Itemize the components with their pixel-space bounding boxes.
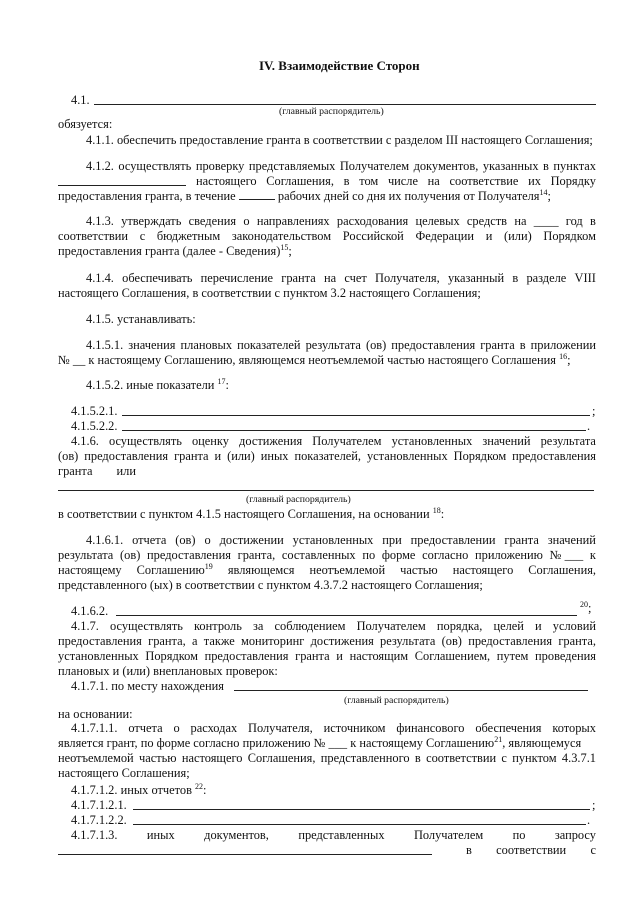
word: к — [589, 548, 596, 562]
word: которых — [552, 721, 596, 735]
word: отчета — [128, 721, 163, 735]
word: Получателем — [356, 619, 426, 633]
word: 4.1.6. — [71, 434, 99, 448]
word: предоставления — [204, 649, 289, 663]
clause-4-1-7-1: 4.1.7.1. по месту нахождения — [71, 679, 224, 693]
word: средств — [466, 214, 508, 228]
word: в — [343, 174, 350, 188]
section-title: IV. Взаимодействие Сторон — [259, 58, 420, 73]
word: установленных — [366, 449, 448, 463]
word: форме — [381, 548, 416, 562]
word: (ов) — [58, 449, 79, 463]
word: на — [427, 174, 440, 188]
word: гранта — [295, 649, 330, 663]
word: указанных — [482, 159, 539, 173]
word: а — [191, 634, 198, 648]
word: приложению — [475, 548, 543, 562]
word: Порядком — [453, 449, 507, 463]
clause-text: предоставления гранта (далее - Сведения) — [58, 244, 281, 258]
word: гранта — [281, 271, 316, 285]
word: предоставления — [147, 548, 231, 562]
word: предоставления — [84, 449, 169, 463]
word: сведения — [188, 214, 237, 228]
word: целевых — [415, 214, 460, 228]
word: гранта, — [237, 548, 276, 562]
clause-text: является грант, по форме согласно приложению № ___ к настоящему Соглашению — [58, 736, 495, 750]
word: мониторинг — [241, 634, 305, 648]
word: достижения — [310, 634, 374, 648]
word: осуществлять — [118, 159, 192, 173]
word: результата — [380, 634, 436, 648]
clause-4-1-7-line-2 — [58, 634, 596, 649]
word: и — [535, 619, 542, 633]
fill-line — [58, 490, 594, 491]
footnote-ref: 22 — [195, 782, 204, 791]
word: соответствии — [58, 229, 129, 243]
field-caption: (главный распорядитель) — [344, 695, 449, 706]
clause-end: ; — [567, 353, 571, 367]
word: по — [512, 828, 526, 842]
word: пунктом — [512, 751, 557, 765]
word: показателей, — [294, 449, 361, 463]
word: Федерации — [415, 229, 475, 243]
word: значений — [547, 533, 596, 547]
clause-4-1-5: 4.1.5. устанавливать: — [86, 312, 196, 326]
word: настоящим — [349, 649, 409, 663]
word: иных — [146, 828, 175, 842]
word: в — [414, 751, 421, 765]
clause-4-1-3-line-3 — [58, 244, 292, 259]
word: Соглашению — [136, 563, 205, 577]
word: 4.3.7.1 — [561, 751, 596, 765]
footnote-ref: 16 — [559, 352, 568, 361]
word: их — [528, 174, 541, 188]
clause-4-1-3-line-2 — [58, 229, 596, 244]
word: достижении — [219, 533, 284, 547]
word: Российской — [342, 229, 404, 243]
clause-4-1-7-1-1-line-1 — [71, 721, 596, 736]
footnote-ref: 20 — [580, 600, 588, 609]
word: с — [590, 843, 596, 857]
word: соблюдением — [274, 619, 346, 633]
word: том — [359, 174, 379, 188]
clause-4-1-7-1-2-2-number: 4.1.7.1.2.2. — [71, 813, 127, 827]
clause-4-1-6-1-line-3 — [58, 563, 596, 578]
clause-4-1-6-2-number: 4.1.6.2. — [71, 604, 109, 618]
clause-end: ; — [547, 189, 551, 203]
clause-4-1-6-line-4 — [58, 507, 444, 522]
clause-4-1-5-2 — [86, 378, 229, 393]
word: проведения — [535, 649, 596, 663]
footnote-ref: 19 — [204, 562, 213, 571]
word: результата — [540, 434, 596, 448]
word: показателей — [237, 338, 301, 352]
word: указанный — [447, 271, 505, 285]
word: составленных — [281, 548, 356, 562]
clause-4-1-2-line-3 — [58, 189, 551, 204]
word: бюджетным — [156, 229, 221, 243]
clause-4-1-6-2-end — [580, 601, 591, 616]
word: являющемся — [227, 563, 295, 577]
word: или — [116, 464, 136, 478]
word: Получателем — [413, 828, 484, 842]
word: разделе — [526, 271, 567, 285]
clause-4-1-6-1-line-2 — [58, 548, 596, 563]
word: осуществлять — [108, 434, 182, 448]
word: № ___ — [549, 548, 584, 562]
fill-line — [133, 809, 590, 810]
footnote-ref: 14 — [539, 188, 548, 197]
word: (ов) — [175, 533, 196, 547]
clause-end: : — [440, 507, 445, 521]
word: установленных — [292, 533, 374, 547]
word: расходования — [336, 214, 409, 228]
fill-line — [239, 189, 275, 200]
footnote-ref: 18 — [432, 506, 441, 515]
word: по — [362, 548, 376, 562]
word: 4.1.4. — [86, 271, 114, 285]
word: неотъемлемой — [309, 563, 386, 577]
word: настоящего — [452, 563, 514, 577]
clause-4-1-7-line-4: плановых и (или) внеплановых проверок: — [58, 664, 278, 678]
word: обеспечения — [475, 721, 542, 735]
word: оценку — [191, 434, 229, 448]
word-with-footnote — [137, 563, 213, 578]
word: значений — [482, 434, 531, 448]
word: направлениях — [256, 214, 330, 228]
word: предоставления — [512, 449, 596, 463]
word: представленных — [298, 828, 385, 842]
clause-text: 4.1.5.2. иные показатели — [86, 378, 215, 392]
word: иных — [260, 449, 289, 463]
clause-4-1-6-line-1 — [71, 434, 596, 449]
word: соответствии — [496, 843, 567, 857]
word: перечисление — [200, 271, 273, 285]
word: и — [336, 649, 343, 663]
word: путем — [496, 649, 529, 663]
clause-4-1-7-line-1 — [71, 619, 596, 634]
clause-end: ; — [288, 244, 292, 258]
word: 4.1.2. — [86, 159, 114, 173]
word: в — [512, 271, 519, 285]
word: 4.1.7.1.1. — [71, 721, 118, 735]
word: документов, — [413, 159, 479, 173]
word: на — [323, 271, 337, 285]
word: гранта, — [148, 634, 186, 648]
field-caption: (главный распорядитель) — [279, 106, 384, 117]
word: Соглашения, — [528, 563, 596, 577]
word: предоставления — [468, 634, 553, 648]
clause-4-1-5-2-1-number: 4.1.5.2.1. — [71, 404, 118, 418]
word: представляемых — [248, 159, 336, 173]
word: гранта, — [558, 634, 596, 648]
clause-text: предоставления гранта, в течение — [58, 189, 236, 203]
clause-4-1-6-1-line-1 — [86, 533, 596, 548]
word: соответствии — [426, 751, 497, 765]
word: год — [565, 214, 583, 228]
word: расходах — [190, 721, 238, 735]
word: целей — [493, 619, 524, 633]
word: с — [501, 751, 507, 765]
clause-4-1-7-1-2-1-number: 4.1.7.1.2.1. — [71, 798, 127, 812]
word: Порядком — [543, 229, 596, 243]
word: результата — [305, 338, 361, 352]
word: ____ — [533, 214, 559, 228]
clause-text: обязуется: — [58, 117, 113, 131]
word: Получателем — [339, 159, 410, 173]
clause-end: ; — [592, 798, 596, 812]
clause-4-1-5-1-line-1 — [86, 338, 596, 353]
word: (или) — [504, 229, 532, 243]
clause-4-1-7-1-1-line-4: настоящего Соглашения; — [58, 766, 190, 780]
word: Получателя, — [248, 721, 313, 735]
clause-text: 4.1.7.1.2. иных отчетов — [71, 783, 192, 797]
clause-end: : — [203, 783, 207, 797]
word: числе — [387, 174, 418, 188]
word: порядка, — [436, 619, 483, 633]
word: условий — [552, 619, 596, 633]
word: гранта — [480, 338, 515, 352]
word: в — [466, 843, 472, 857]
word: установленных — [58, 649, 139, 663]
word: с — [139, 229, 146, 243]
word: настоящему — [58, 563, 122, 577]
word: гранта — [504, 533, 539, 547]
clause-4-1-7-1-1-line-3 — [58, 751, 596, 766]
clause-4-1-7-1-3-line-1 — [71, 828, 596, 843]
fill-line — [58, 185, 186, 186]
word: настоящего — [196, 174, 257, 188]
word: Порядку — [550, 174, 596, 188]
clause-text: в соответствии с пунктом 4.1.5 настоящего Соглашения, на основании — [58, 507, 430, 521]
word: (или) — [227, 449, 255, 463]
word: представленного — [320, 751, 410, 765]
word: предоставления — [391, 338, 476, 352]
clause-end: . — [587, 813, 591, 827]
clause-4-1-2-line-1 — [86, 159, 596, 174]
word: отчета — [132, 533, 167, 547]
fill-line — [234, 690, 588, 691]
clause-4-1-5-2-2-number: 4.1.5.2.2. — [71, 419, 118, 433]
word: контроль — [194, 619, 242, 633]
word: и — [485, 229, 493, 243]
fill-line — [122, 415, 590, 416]
fill-line — [122, 430, 586, 431]
word: о — [243, 214, 250, 228]
clause-end: ; — [592, 404, 596, 418]
clause-end: . — [587, 419, 591, 433]
word: Соглашением, — [414, 649, 491, 663]
word: соответствие — [449, 174, 519, 188]
word: 4.1.7.1.3. — [71, 828, 118, 842]
field-caption: (главный распорядитель) — [246, 494, 351, 505]
word: источником — [323, 721, 386, 735]
fill-line — [133, 824, 586, 825]
footnote-ref: 21 — [494, 735, 503, 744]
word: в — [590, 214, 596, 228]
clause-4-1-5-1-line-2 — [58, 353, 571, 368]
word: счет — [344, 271, 367, 285]
word: (ов) — [365, 338, 387, 352]
clause-4-1-6-1-line-4: представленного (ых) в соответствии с пунктом 4.3.7.2 настоящего Соглашения; — [58, 578, 483, 592]
word: установленных — [391, 434, 473, 448]
word: настоящего — [181, 751, 243, 765]
word: достижения — [239, 434, 303, 448]
word: неотъемлемой — [58, 751, 134, 765]
word: проверку — [195, 159, 245, 173]
word: осуществлять — [110, 619, 183, 633]
word: утверждать — [121, 214, 182, 228]
word: финансового — [396, 721, 465, 735]
word: результата — [58, 548, 114, 562]
clause-4-1-7-1-1-line-2 — [58, 736, 581, 751]
word: о — [204, 533, 211, 547]
fill-line — [58, 854, 432, 855]
word: на — [514, 214, 527, 228]
clause-4-1-3-line-1 — [86, 214, 596, 229]
word: Получателем — [312, 434, 382, 448]
word: о — [173, 721, 180, 735]
word: 4.1.5.1. — [86, 338, 124, 352]
word: гранта — [174, 449, 209, 463]
clause-text: № __ к настоящему Соглашению, являющемся неотъемлемой частью настоящего Соглашения — [58, 353, 556, 367]
clause-text: , являющемуся — [502, 736, 582, 750]
clause-text: рабочих дней со дня их получения от Получателя — [277, 189, 540, 203]
word: Получателя, — [375, 271, 440, 285]
word: частью — [400, 563, 438, 577]
word: при — [382, 533, 402, 547]
word: значения — [128, 338, 176, 352]
word: гранта — [58, 464, 93, 478]
word: обеспечивать — [122, 271, 193, 285]
word: также — [203, 634, 235, 648]
word: частью — [139, 751, 177, 765]
word: Порядком — [145, 649, 198, 663]
word: документов, — [204, 828, 269, 842]
clause-4-1-number: 4.1. — [71, 93, 90, 107]
word: приложении — [530, 338, 596, 352]
word: 4.1.6.1. — [86, 533, 124, 547]
word: (ов) — [441, 634, 462, 648]
word: VIII — [574, 271, 596, 285]
footnote-ref: 15 — [280, 243, 289, 252]
word: в — [519, 338, 526, 352]
word: 4.1.3. — [86, 214, 114, 228]
clause-end: : — [225, 378, 229, 392]
word: и — [214, 449, 222, 463]
word: Соглашения, — [266, 174, 334, 188]
clause-text: на основании: — [58, 707, 133, 721]
clause-4-1-7-line-3 — [58, 649, 596, 664]
word: согласно — [422, 548, 469, 562]
word: за — [253, 619, 264, 633]
word: запросу — [554, 828, 596, 842]
clause-4-1-7-1-2 — [71, 783, 206, 798]
word: предоставлении — [410, 533, 496, 547]
word: предоставления — [58, 634, 142, 648]
word: (ов) — [120, 548, 141, 562]
clause-4-1-7-1-3-line-2 — [466, 843, 596, 858]
clause-4-1-4-line-2: настоящего Соглашения, в соответствии с пунктом 3.2 настоящего Соглашения; — [58, 286, 481, 300]
word: пунктах — [553, 159, 596, 173]
clause-4-1-1: 4.1.1. обеспечить предоставление гранта в соответствии с разделом III настоящего Соглашения; — [86, 133, 593, 147]
word: плановых — [180, 338, 233, 352]
fill-line — [116, 615, 577, 616]
word: Соглашения, — [247, 751, 316, 765]
clause-4-1-6-line-2 — [58, 449, 596, 464]
word: в — [543, 159, 549, 173]
clause-end: ; — [588, 601, 592, 615]
clause-4-1-4-line-1 — [86, 271, 596, 286]
clause-4-1-6-line-3 — [58, 464, 136, 479]
word: законодательством — [231, 229, 332, 243]
clause-4-1-2-line-2 — [196, 174, 596, 189]
footnote-ref: 17 — [217, 377, 226, 386]
word: 4.1.7. — [71, 619, 99, 633]
